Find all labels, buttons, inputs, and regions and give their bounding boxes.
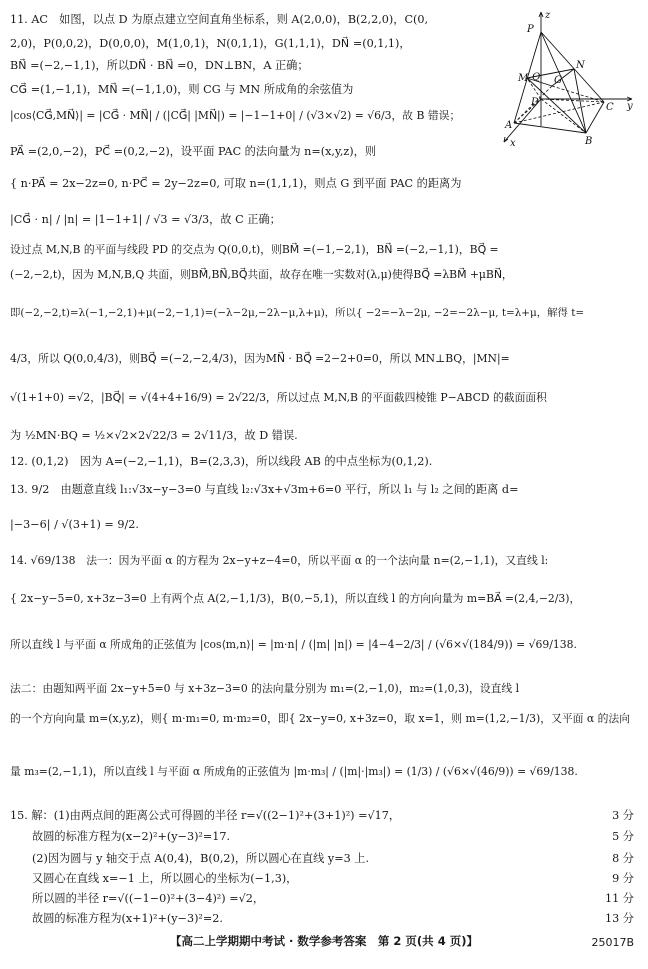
p12-line: 12. (0,1,2) 因为 A=(−2,−1,1)，B=(2,3,3)，所以线段 AB 的中点坐标为(0,1,2).: [10, 455, 433, 468]
p14-line: 的一个方向向量 m=(x,y,z)，则{ m·m₁=0, m·m₂=0，即{ 2x−y=0, x+3z=0，取 x=1，则 m=(1,2,−1/3)，又平面 α 的法向: [10, 712, 631, 725]
p11-line: CG⃗ =(1,−1,1)，MN⃗ =(−1,1,0)，则 CG 与 MN 所成角的余弦值为: [10, 83, 354, 96]
p15-score: 11 分: [605, 892, 634, 905]
figure-label-b: B: [585, 136, 593, 147]
p11-line: |CG⃗ · n| / |n| = |1−1+1| / √3 = √3/3，故 C 正确；: [10, 213, 281, 226]
p15-score: 13 分: [605, 912, 634, 925]
pyramid-figure: [494, 8, 638, 148]
p15-line: 故圆的标准方程为(x+1)²+(y−3)²=2.: [32, 912, 223, 925]
figure-label-g: G: [554, 75, 562, 86]
figure-label-c: C: [606, 102, 614, 113]
page-footer: 【高二上学期期中考试 · 数学参考答案 第 2 页(共 4 页)】: [170, 934, 478, 948]
p11-line: 4/3，所以 Q(0,0,4/3)，则BQ⃗ =(−2,−2,4/3)，因为MN⃗ · BQ⃗ =2−2+0=0，所以 MN⊥BQ，|MN|=: [10, 352, 510, 365]
p15-line: 又圆心在直线 x=−1 上，所以圆心的坐标为(−1,3)，: [32, 872, 298, 885]
p14-line: 法二：由题知两平面 2x−y+5=0 与 x+3z−3=0 的法向量分别为 m₁=(2,−1,0)，m₂=(1,0,3)，设直线 l: [10, 682, 520, 695]
p11-line: { n·PA⃗ = 2x−2z=0, n·PC⃗ = 2y−2z=0, 可取 n=(1,1,1)，则点 G 到平面 PAC 的距离为: [10, 177, 462, 190]
figure-label-y: y: [627, 101, 633, 112]
figure-label-a: A: [505, 120, 513, 131]
figure-label-d: D: [531, 97, 540, 108]
p11-line: BN⃗ =(−2,−1,1)，所以DN⃗ · BN⃗ =0，DN⊥BN，A 正确；: [10, 59, 309, 72]
p11-line: 为 ½MN·BQ = ½×√2×2√22/3 = 2√11/3，故 D 错误.: [10, 429, 298, 442]
p11-line: 设过点 M,N,B 的平面与线段 PD 的交点为 Q(0,0,t)，则BM⃗ =(−1,−2,1)，BN⃗ =(−2,−1,1)，BQ⃗ =: [10, 243, 499, 256]
p15-line: 15. 解：(1)由两点间的距离公式可得圆的半径 r=√((2−1)²+(3+1)²) =√17，: [10, 809, 401, 822]
p15-score: 9 分: [612, 872, 634, 885]
figure-label-x: x: [510, 138, 516, 148]
doc-code: 25017B: [591, 936, 634, 949]
p14-line: { 2x−y−5=0, x+3z−3=0 上有两个点 A(2,−1,1/3)，B(0,−5,1)，所以直线 l 的方向向量为 m=BA⃗ =(2,4,−2/3)，: [10, 592, 581, 605]
p15-score: 3 分: [612, 809, 634, 822]
p14-line: 所以直线 l 与平面 α 所成角的正弦值为 |cos⟨m,n⟩| = |m·n| / (|m| |n|) = |4−4−2/3| / (√6×√(184/9)) = √69/138.: [10, 638, 577, 651]
p15-line: (2)因为圆与 y 轴交于点 A(0,4)，B(0,2)，所以圆心在直线 y=3 上.: [32, 852, 370, 865]
figure-label-z: z: [545, 10, 551, 21]
p13-line: 13. 9/2 由题意直线 l₁:√3x−y−3=0 与直线 l₂:√3x+√3m+6=0 平行，所以 l₁ 与 l₂ 之间的距离 d=: [10, 483, 519, 496]
figure-label-q: Q: [532, 72, 541, 83]
figure-label-m: M: [518, 73, 529, 84]
figure-label-n: N: [576, 60, 585, 71]
p15-score: 8 分: [612, 852, 634, 865]
figure-label-p: P: [527, 24, 534, 35]
p11-line: √(1+1+0) =√2，|BQ⃗| = √(4+4+16/9) = 2√22/3，所以过点 M,N,B 的平面截四棱锥 P−ABCD 的截面面积: [10, 391, 547, 404]
p11-line: 2,0)，P(0,0,2)，D(0,0,0)，M(1,0,1)，N(0,1,1)，G(1,1,1)，DN⃗ =(0,1,1)，: [10, 37, 411, 50]
p11-line: PA⃗ =(2,0,−2)，PC⃗ =(0,2,−2)，设平面 PAC 的法向量为 n=(x,y,z)，则: [10, 145, 377, 158]
p15-line: 故圆的标准方程为(x−2)²+(y−3)²=17.: [32, 830, 231, 843]
p14-line: 14. √69/138 法一：因为平面 α 的方程为 2x−y+z−4=0，所以平面 α 的一个法向量 n=(2,−1,1)，又直线 l:: [10, 554, 549, 567]
p13-line: |−3−6| / √(3+1) = 9/2.: [10, 518, 139, 531]
p15-score: 5 分: [612, 830, 634, 843]
p11-line: 11. AC 如图，以点 D 为原点建立空间直角坐标系，则 A(2,0,0)，B(2,2,0)，C(0,: [10, 13, 429, 26]
p15-line: 所以圆的半径 r=√((−1−0)²+(3−4)²) =√2，: [32, 892, 265, 905]
p11-line: |cos⟨CG⃗,MN⃗⟩| = |CG⃗ · MN⃗| / (|CG⃗| |MN⃗|) = |−1−1+0| / (√3×√2) = √6/3，故 B 错误；: [10, 109, 461, 122]
p11-line: 即(−2,−2,t)=λ(−1,−2,1)+μ(−2,−1,1)=(−λ−2μ,−2λ−μ,λ+μ)，所以{ −2=−λ−2μ, −2=−2λ−μ, t=λ+μ，解得 t=: [10, 307, 585, 319]
p11-line: (−2,−2,t)，因为 M,N,B,Q 共面，则BM⃗,BN⃗,BQ⃗共面，故存在唯一实数对(λ,μ)使得BQ⃗ =λBM⃗ +μBN⃗，: [10, 268, 513, 281]
p14-line: 量 m₃=(2,−1,1)，所以直线 l 与平面 α 所成角的正弦值为 |m·m₃| / (|m|·|m₃|) = (1/3) / (√6×√(46/9)) = √69/138.: [10, 765, 578, 778]
